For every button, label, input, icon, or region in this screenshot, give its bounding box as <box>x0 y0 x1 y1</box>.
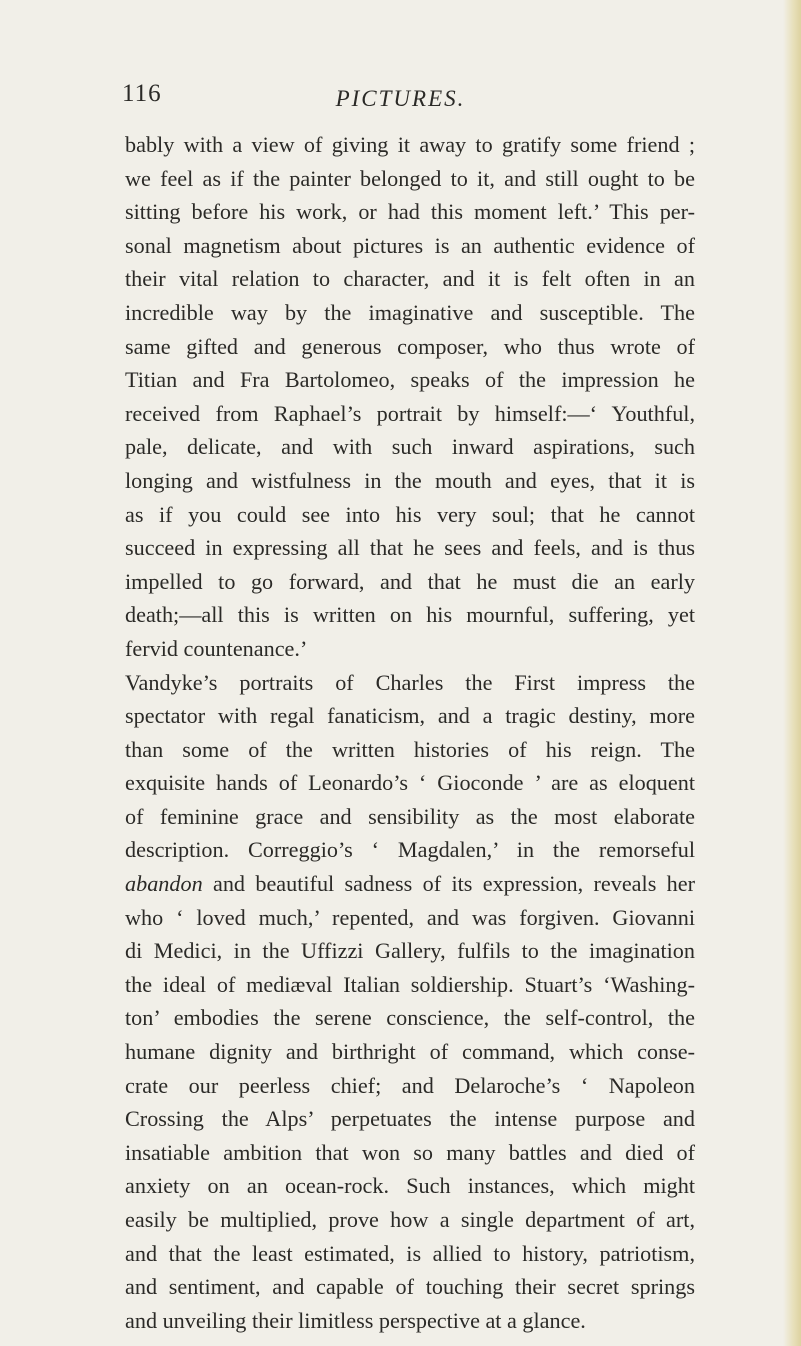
text-line: longing and wistfulness in the mouth and eyes, that it is <box>125 467 695 493</box>
text-line: the ideal of mediæval Italian soldiership. Stuart’s ‘Washing- <box>125 971 695 997</box>
text-line: incredible way by the imaginative and susceptible. The <box>125 299 695 325</box>
text-line: their vital relation to character, and it is felt often in an <box>125 266 695 292</box>
text-line: humane dignity and birthright of command, which conse- <box>125 1039 695 1065</box>
running-head: PICTURES. <box>335 86 466 111</box>
text-line: succeed in expressing all that he sees and feels, and is thus <box>125 535 695 561</box>
text-line: as if you could see into his very soul; that he cannot <box>125 501 695 527</box>
text-line: ton’ embodies the serene conscience, the self-control, the <box>125 1005 695 1031</box>
text-line: Crossing the Alps’ perpetuates the intense purpose and <box>125 1106 695 1132</box>
text-line: Vandyke’s portraits of Charles the First impress the <box>125 669 695 695</box>
text-line: received from Raphael’s portrait by himself:—‘ Youthful, <box>125 400 695 426</box>
text-line: crate our peerless chief; and Delaroche’s ‘ Napoleon <box>125 1072 695 1098</box>
text-line: than some of the written histories of his reign. The <box>125 736 695 762</box>
text-line: and that the least estimated, is allied to history, patriotism, <box>125 1240 695 1266</box>
italic-word: abandon <box>125 871 203 897</box>
body-text <box>125 128 695 1337</box>
text-line: we feel as if the painter belonged to it, and still ought to be <box>125 165 695 191</box>
text-line: bably with a view of giving it away to gratify some friend ; <box>125 132 695 157</box>
text-line: description. Correggio’s ‘ Magdalen,’ in the remorseful <box>125 837 695 863</box>
page-number: 116 <box>122 80 162 107</box>
text-line: and unveiling their limitless perspective at a glance. <box>125 1307 586 1333</box>
text-line: death;—all this is written on his mournful, suffering, yet <box>125 602 695 628</box>
text-line: spectator with regal fanaticism, and a tragic destiny, more <box>125 703 695 729</box>
text-line: abandon and beautiful sadness of its expression, reveals her <box>125 871 695 897</box>
text-line: exquisite hands of Leonardo’s ‘ Gioconde ’ are as eloquent <box>125 770 695 796</box>
text-line: Titian and Fra Bartolomeo, speaks of the impression he <box>125 367 695 393</box>
page-header <box>0 80 801 120</box>
text-line: sonal magnetism about pictures is an authentic evidence of <box>125 232 695 258</box>
text-line: sitting before his work, or had this moment left.’ This per- <box>125 199 695 225</box>
page-edge <box>783 0 801 1346</box>
text-line: who ‘ loved much,’ repented, and was forgiven. Giovanni <box>125 904 695 930</box>
text-line: and sentiment, and capable of touching their secret springs <box>125 1274 695 1300</box>
text-line: of feminine grace and sensibility as the most elaborate <box>125 803 695 829</box>
text-line: same gifted and generous composer, who thus wrote of <box>125 333 695 359</box>
text-line: fervid countenance.’ <box>125 635 308 661</box>
text-line: impelled to go forward, and that he must die an early <box>125 568 695 594</box>
text-line: anxiety on an ocean-rock. Such instances, which might <box>125 1173 695 1199</box>
text-line: easily be multiplied, prove how a single department of art, <box>125 1207 695 1232</box>
text-line: pale, delicate, and with such inward aspirations, such <box>125 434 695 460</box>
text-line: di Medici, in the Uffizzi Gallery, fulfils to the imagination <box>125 938 695 964</box>
text-line: insatiable ambition that won so many battles and died of <box>125 1139 695 1165</box>
